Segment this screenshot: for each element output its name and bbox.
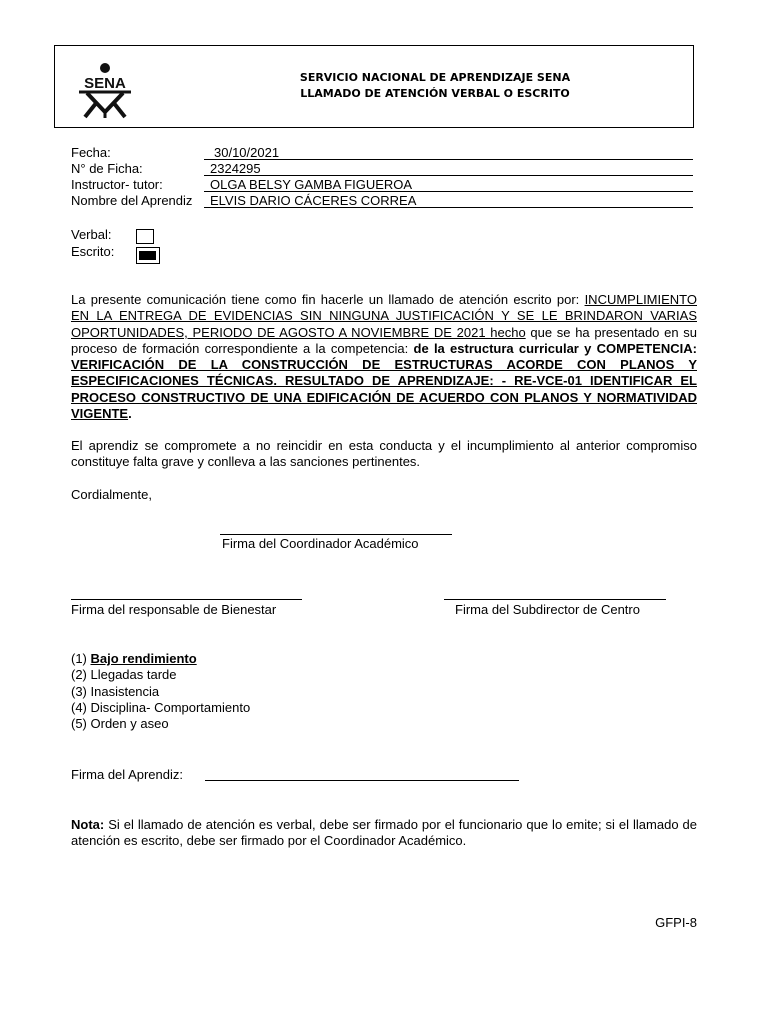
- reason-number: (2): [71, 667, 91, 682]
- ficha-label: N° de Ficha:: [71, 161, 143, 176]
- instructor-value[interactable]: OLGA BELSY GAMBA FIGUEROA: [210, 177, 413, 192]
- body-paragraph-2: El aprendiz se compromete a no reincidir en esta conducta y el incumplimiento al anterior compromiso constituye falta grave y conlleva a las sanciones pertinentes.: [71, 438, 697, 470]
- body-paragraph-1: [71, 292, 697, 422]
- note-paragraph: [71, 817, 697, 850]
- aprendiz-line: [204, 207, 693, 208]
- reason-item: [71, 651, 197, 667]
- reason-text-selected: Bajo rendimiento: [90, 651, 197, 666]
- document-header: [54, 45, 694, 128]
- note-text: Si el llamado de atención es verbal, debe ser firmado por el funcionario que lo emite; si el llamado de atención es escrito, debe ser firmado por el Coordinador Académico.: [71, 817, 697, 849]
- bienestar-signature-line[interactable]: [71, 599, 302, 600]
- verbal-checkbox[interactable]: [136, 229, 154, 244]
- reason-text: Inasistencia: [90, 684, 160, 699]
- reason-item: [71, 716, 169, 732]
- subdirector-signature-line[interactable]: [444, 599, 666, 600]
- p1-intro: La presente comunicación tiene como fin hacerle un llamado de atención escrito por:: [71, 292, 585, 307]
- instructor-line: [204, 191, 693, 192]
- reason-text: Llegadas tarde: [90, 667, 177, 682]
- aprendiz-signature-line[interactable]: [205, 780, 519, 781]
- verbal-label: Verbal:: [71, 227, 112, 242]
- reason-text: Disciplina- Comportamiento: [90, 700, 251, 715]
- bienestar-signature-label: Firma del responsable de Bienestar: [71, 602, 277, 617]
- header-title-line2: LLAMADO DE ATENCIÓN VERBAL O ESCRITO: [300, 87, 570, 100]
- reason-text: Orden y aseo: [90, 716, 169, 731]
- subdirector-signature-label: Firma del Subdirector de Centro: [455, 602, 640, 617]
- ficha-line: [204, 175, 693, 176]
- fecha-line: [204, 159, 693, 160]
- aprendiz-value[interactable]: ELVIS DARIO CÁCERES CORREA: [210, 193, 417, 208]
- header-title-line1: SERVICIO NACIONAL DE APRENDIZAJE SENA: [299, 71, 571, 84]
- note-label: Nota:: [71, 817, 105, 832]
- closing-text: Cordialmente,: [71, 487, 152, 502]
- sena-logo-icon: [73, 62, 137, 120]
- escrito-check-mark: [139, 251, 156, 260]
- reason-item: [71, 667, 177, 683]
- logo-text: SENA: [84, 75, 126, 92]
- reason-number: (1): [71, 651, 91, 666]
- aprendiz-signature-label: Firma del Aprendiz:: [71, 767, 183, 782]
- p1-end: .: [128, 406, 132, 422]
- reason-number: (3): [71, 684, 91, 699]
- reason-number: (4): [71, 700, 91, 715]
- header-title: [255, 70, 615, 102]
- escrito-checkbox[interactable]: [136, 247, 160, 264]
- coordinador-signature-label: Firma del Coordinador Académico: [222, 536, 419, 551]
- p1-competencia: VERIFICACIÓN DE LA CONSTRUCCIÓN DE ESTRUCTURAS ACORDE CON PLANOS Y ESPECIFICACIONES TÉCNICAS. RESULTADO DE APRENDIZAJE: - RE-VCE-01 IDENTIFICAR EL PROCESO CONSTRUCTIVO DE UNA EDIFICACIÓN DE ACUERDO CON PLANOS Y NORMATIVIDAD VIGENTE: [71, 357, 697, 422]
- reason-number: (5): [71, 716, 91, 731]
- p1-comp-label: de la estructura curricular y COMPETENCIA:: [413, 340, 697, 356]
- ficha-value[interactable]: 2324295: [210, 161, 261, 176]
- fecha-value[interactable]: 30/10/2021: [214, 145, 280, 160]
- p1-reason: INCUMPLIMIENTO EN LA ENTREGA DE EVIDENCIAS SIN NINGUNA JUSTIFICACIÓN Y SE LE BRINDARON VARIAS OPORTUNIDADES, PERIODO DE AGOSTO A NOVIEMBRE DE 2021 hecho: [71, 292, 697, 340]
- reason-item: [71, 700, 250, 716]
- coordinador-signature-line[interactable]: [220, 534, 452, 535]
- instructor-label: Instructor- tutor:: [71, 177, 163, 192]
- fecha-label: Fecha:: [71, 145, 111, 160]
- aprendiz-label: Nombre del Aprendiz: [71, 193, 193, 208]
- p1-mid: que se ha presentado en su proceso de formación correspondiente a la competencia:: [71, 324, 697, 356]
- reason-item: [71, 684, 159, 700]
- form-code: GFPI-8: [655, 915, 697, 930]
- escrito-label: Escrito:: [71, 244, 115, 259]
